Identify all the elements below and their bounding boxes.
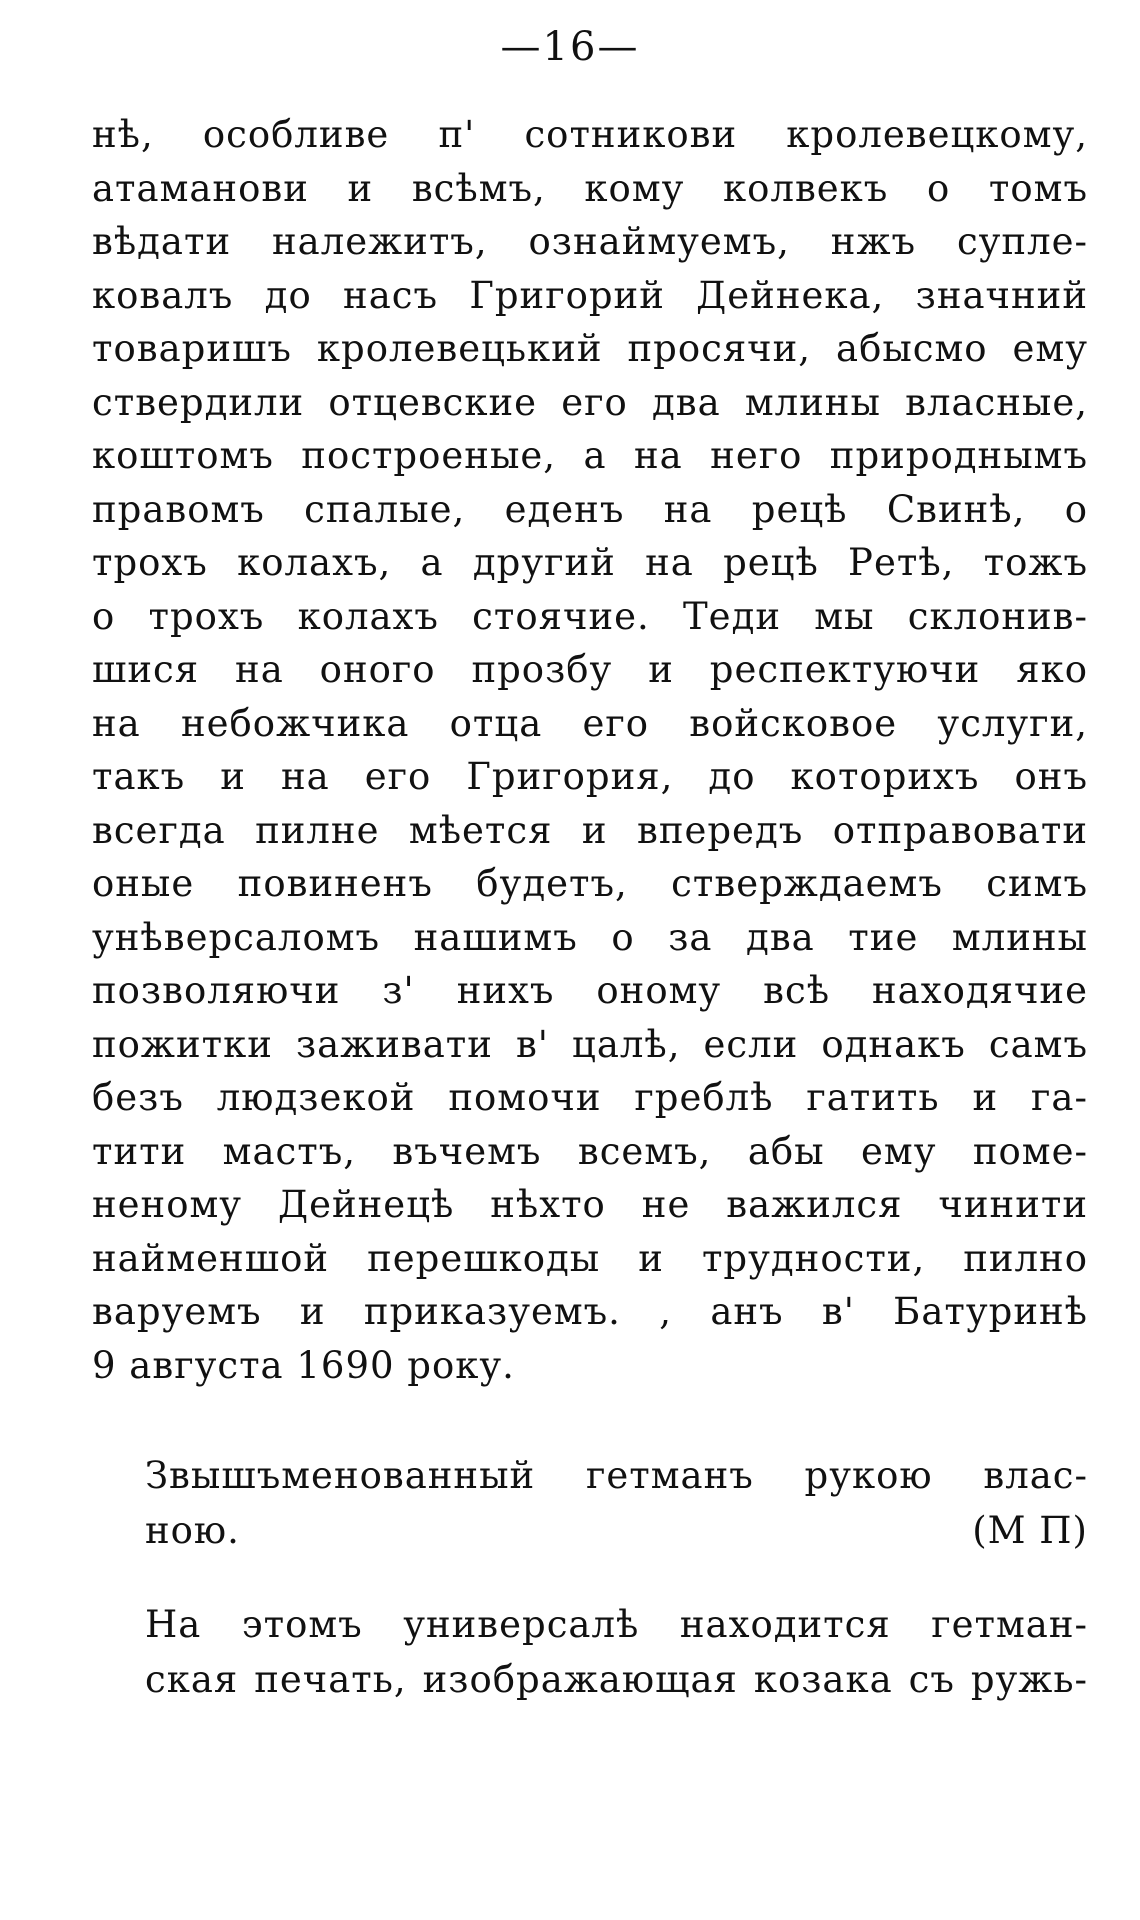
- text-line-date: 9 августа 1690 року.: [92, 1343, 515, 1387]
- signature-line: Звышъменованный гетманъ рукою влас-: [145, 1454, 1088, 1497]
- text-line: на небожчика отца его войсковое услуги,: [92, 701, 1088, 745]
- text-line: найменшой перешкоды и трудности, пилно: [92, 1236, 1088, 1280]
- note-line: ская печать, изображающая козака съ ружь-: [145, 1658, 1088, 1701]
- signature-block: [145, 1448, 1088, 1558]
- text-line: шися на оного прозбу и респектуючи яко: [92, 648, 1088, 691]
- text-line: позволяючи з' нихъ оному всѣ находячие: [92, 969, 1088, 1012]
- text-line: правомъ спалые, еденъ на рецѣ Свинѣ, о: [92, 487, 1088, 531]
- signature-line-end: [145, 1503, 1088, 1558]
- main-text-block: [92, 108, 1088, 1392]
- text-line: такъ и на его Григория, до которихъ онъ: [92, 755, 1088, 798]
- text-line: атаманови и всѣмъ, кому колвекъ о томъ: [92, 166, 1088, 210]
- text-line: вѣдати належитъ, ознаймуемъ, нжъ супле-: [92, 220, 1088, 263]
- text-line: трохъ колахъ, а другий на рецѣ Ретѣ, тожъ: [92, 541, 1088, 584]
- signature-continuation: ною.: [145, 1509, 240, 1552]
- text-line: коштомъ построеные, а на него природнымъ: [92, 434, 1088, 477]
- text-line: пожитки заживати в' цалѣ, если однакъ самъ: [92, 1022, 1088, 1066]
- note-paragraph: [145, 1597, 1088, 1707]
- text-line: всегда пилне мѣется и впередъ отправовати: [92, 808, 1088, 852]
- text-line: о трохъ колахъ стоячие. Теди мы склонив-: [92, 594, 1088, 638]
- text-line: товаришъ кролевецький просячи, абысмо ему: [92, 327, 1088, 370]
- text-line: варуемъ и приказуемъ. , анъ в' Батуринѣ: [92, 1290, 1088, 1333]
- text-line: тити мастъ, въчемъ всемъ, абы ему поме-: [92, 1129, 1088, 1173]
- note-line: На этомъ универсалѣ находится гетман-: [145, 1603, 1088, 1646]
- text-line: унѣверсаломъ нашимъ о за два тие млины: [92, 915, 1088, 959]
- text-line: ковалъ до насъ Григорий Дейнека, значний: [92, 273, 1088, 317]
- text-line: неному Дейнецѣ нѣхто не важился чинити: [92, 1183, 1088, 1226]
- text-line: безъ людзекой помочи греблѣ гатить и га-: [92, 1076, 1088, 1119]
- text-line: нѣ, особливе п' сотникови кролевецкому,: [92, 113, 1088, 156]
- page-number: —16—: [500, 24, 640, 70]
- text-line: ствердили отцевские его два млины власные,: [92, 380, 1088, 424]
- text-line: оные повиненъ будетъ, стверждаемъ симъ: [92, 862, 1088, 905]
- seal-mark: (М П): [972, 1509, 1088, 1552]
